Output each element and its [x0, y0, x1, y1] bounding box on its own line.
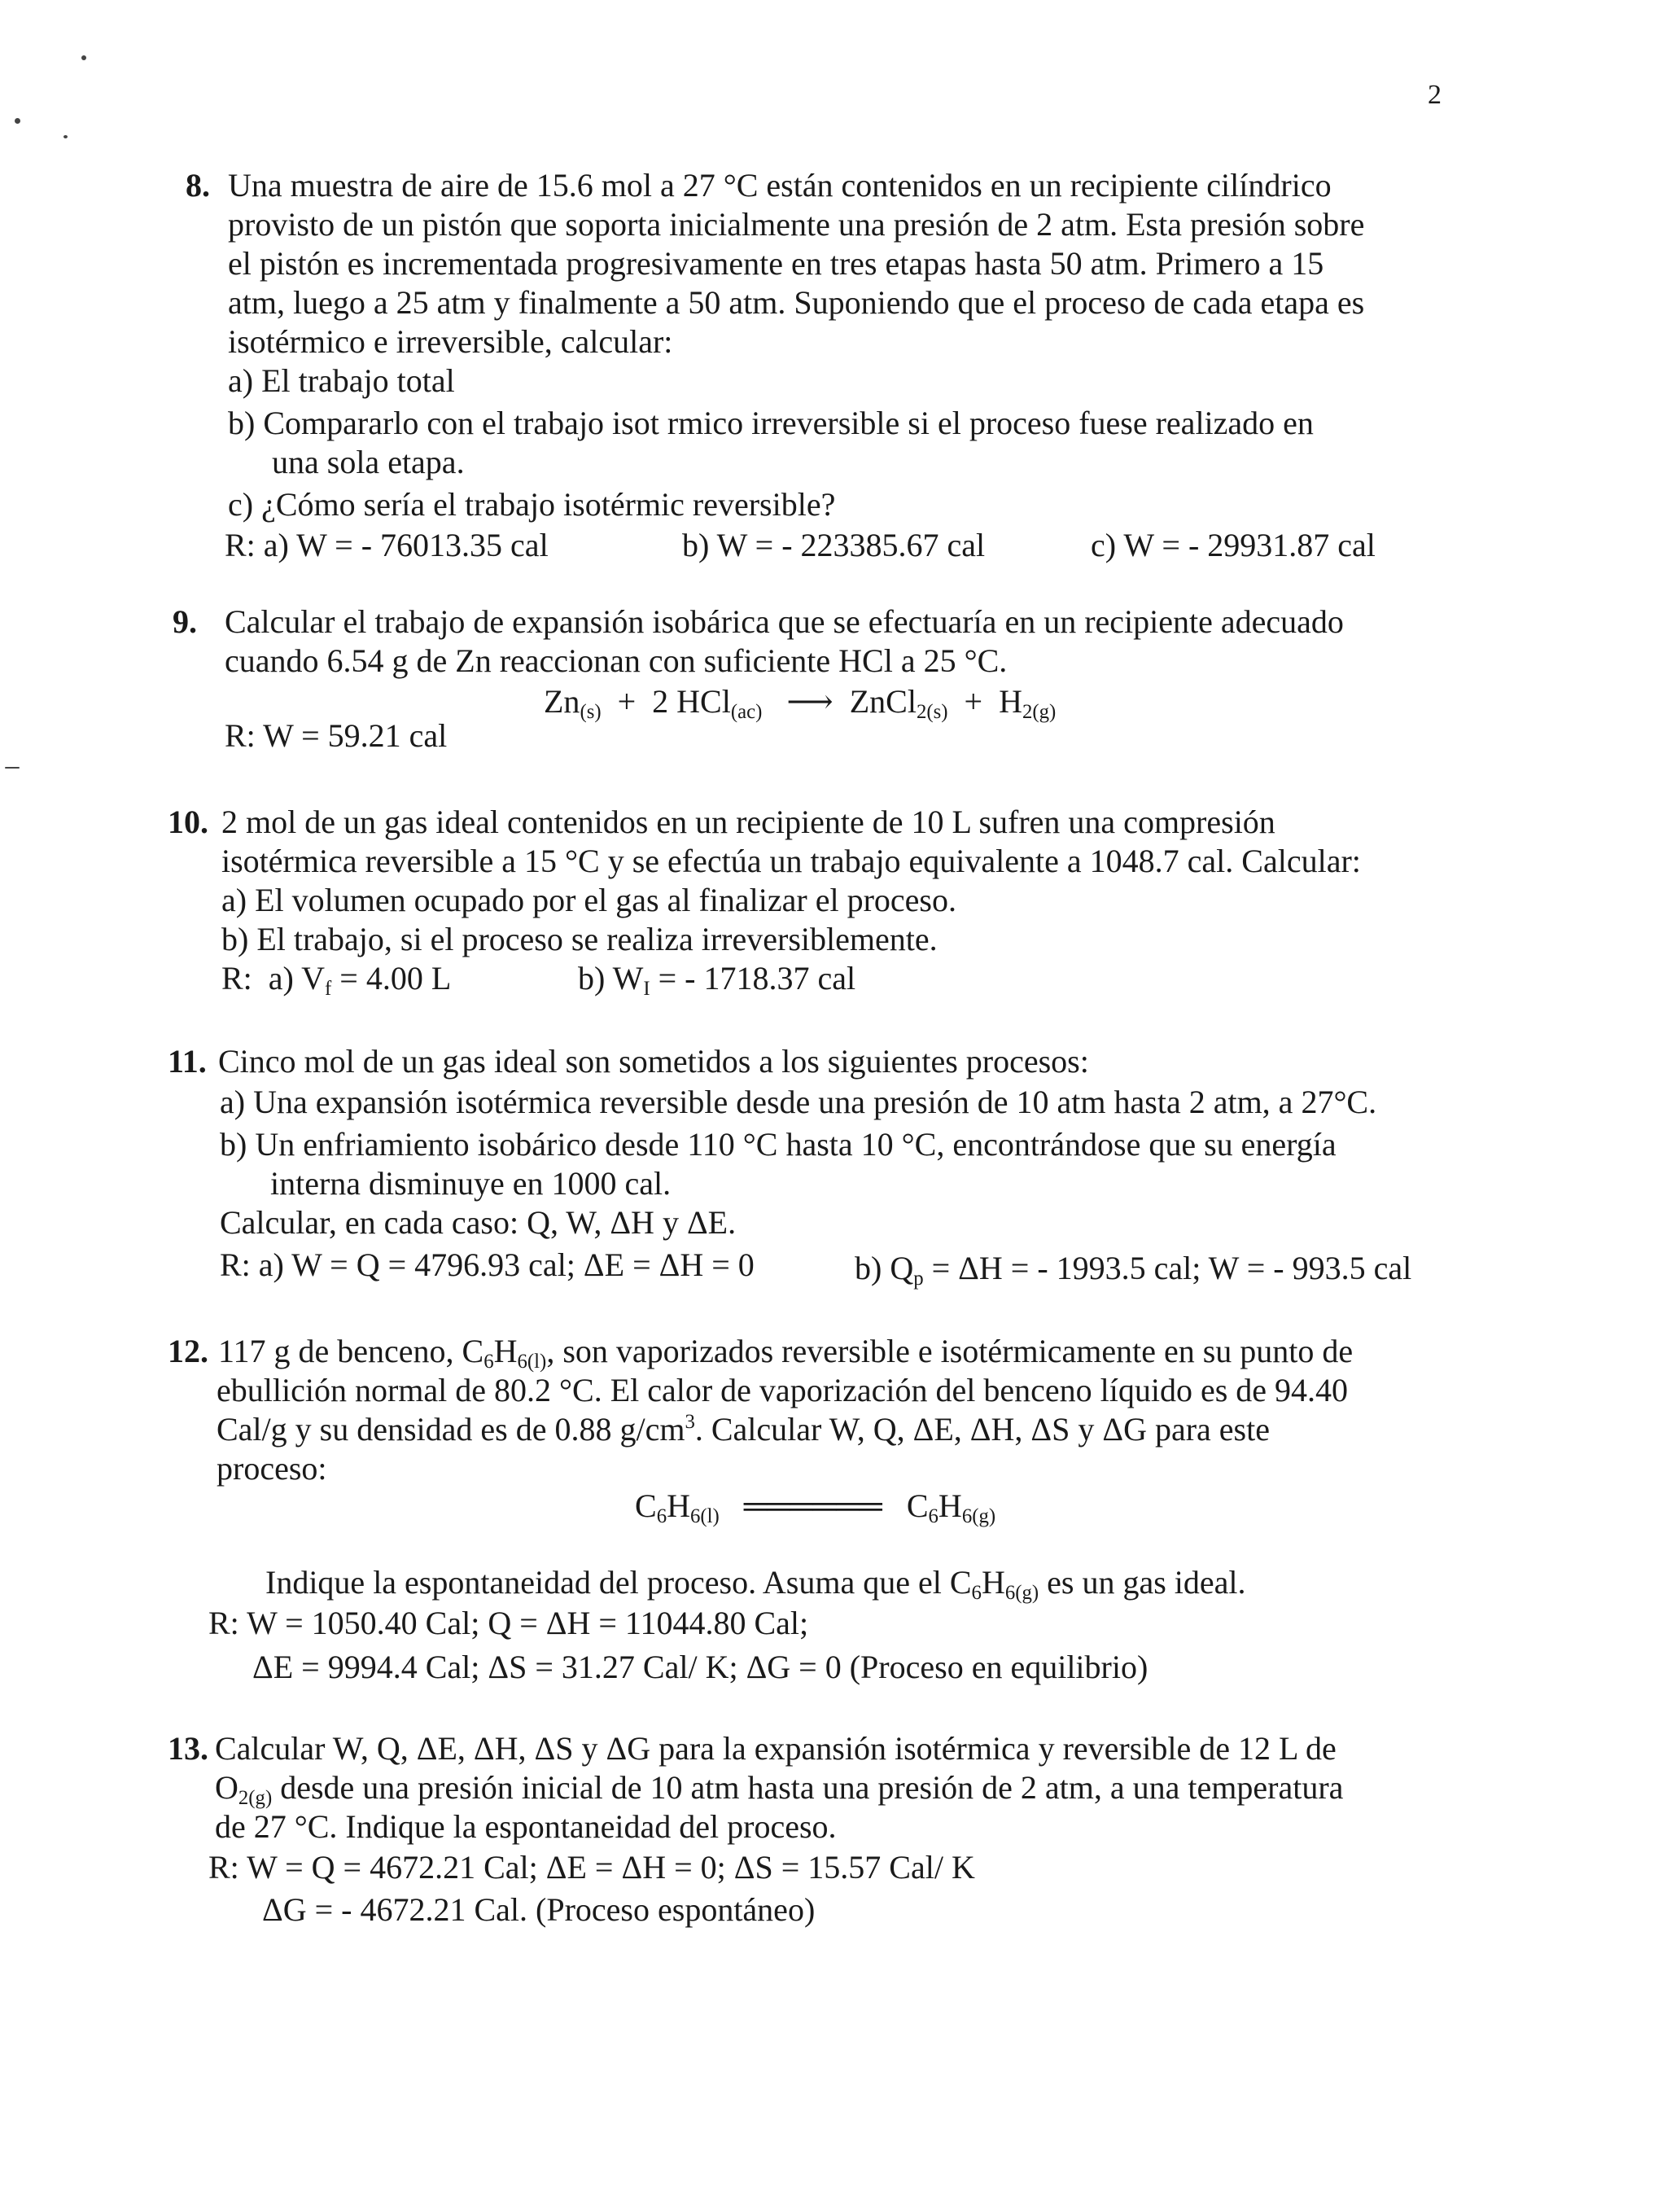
problem-text: cuando 6.54 g de Zn reaccionan con suficiente HCl a 25 °C.: [225, 642, 1008, 679]
problem-text: Cinco mol de un gas ideal son sometidos a los siguientes procesos:: [218, 1043, 1089, 1080]
problem-text: de 27 °C. Indique la espontaneidad del proceso.: [215, 1808, 837, 1845]
problem-text: isotérmica reversible a 15 °C y se efectúa un trabajo equivalente a 1048.7 cal. Calcular:: [221, 843, 1361, 879]
item-b-cont: una sola etapa.: [272, 444, 465, 480]
problem-number: 13.: [168, 1730, 208, 1767]
answer: R: a) W = Q = 4796.93 cal; ΔE = ΔH = 0: [220, 1246, 755, 1283]
problem-number: 12.: [168, 1333, 208, 1369]
problem-text: $O_{2(g)}$ desde una presión inicial de 10 atm hasta una presión de 2 atm, a una temperatura: [215, 1769, 1344, 1809]
problem-number: 10.: [168, 804, 208, 840]
problem-text: 117 g de benceno, $C_6H_{6(l)}$, son vaporizados reversible e isotérmicamente en su punto de: [218, 1333, 1354, 1373]
problem-text: el pistón es incrementada progresivamente en tres etapas hasta 50 atm. Primero a 15: [228, 245, 1324, 282]
problem-text: Una muestra de aire de 15.6 mol a 27 °C están contenidos en un recipiente cilíndrico: [228, 167, 1332, 204]
problem-text: Calcular el trabajo de expansión isobárica que se efectuaría en un recipiente adecuado: [225, 603, 1344, 640]
item-a: a) El volumen ocupado por el gas al finalizar el proceso.: [221, 882, 956, 918]
problem-text: Calcular W, Q, ΔE, ΔH, ΔS y ΔG para la expansión isotérmica y reversible de 12 L de: [215, 1730, 1337, 1767]
answer: R: W = 1050.40 Cal; Q = ΔH = 11044.80 Cal;: [208, 1605, 809, 1641]
problem-text: Cal/g y su densidad es de 0.88 $g/cm^3$. Calcular W, Q, ΔE, ΔH, ΔS y ΔG para este: [217, 1411, 1270, 1448]
answer-cont: ΔE = 9994.4 Cal; ΔS = 31.27 Cal/ K; ΔG = 0 (Proceso en equilibrio): [252, 1649, 1149, 1685]
answer-c: c) W = - 29931.87 cal: [1091, 527, 1376, 563]
answer-b: b) $Q_p = \Delta H$ = - 1993.5 cal; W = - 993.5 cal: [855, 1250, 1412, 1290]
item-a: a) Una expansión isotérmica reversible desde una presión de 10 atm hasta 2 atm, a 27°C.: [220, 1084, 1377, 1120]
problem-text: ebullición normal de 80.2 °C. El calor de vaporización del benceno líquido es de 94.40: [217, 1372, 1349, 1408]
problem-text: provisto de un pistón que soporta inicialmente una presión de 2 atm. Esta presión sobre: [228, 206, 1365, 243]
answer-b: b) W = - 223385.67 cal: [682, 527, 986, 563]
vaporization-equation: $C_6H_{6(l)}$ ══════ $C_6H_{6(g)}$: [635, 1487, 996, 1527]
item-b: b) Compararlo con el trabajo isot rmico irreversible si el proceso fuese realizado en: [228, 405, 1314, 441]
reaction-equation: $Zn_{(s)} + 2$ HCl$_{(ac)}$ ⟶ ZnCl$_{2(s)}$ + $H_{2(g)}$: [544, 683, 1057, 723]
item-b: b) El trabajo, si el proceso se realiza irreversiblemente.: [221, 921, 938, 957]
problem-text: proceso:: [217, 1450, 327, 1487]
problem-number: 11.: [168, 1043, 207, 1080]
answer: R: W = 59.21 cal: [225, 717, 448, 754]
item-b-cont: interna disminuye en 1000 cal.: [270, 1165, 672, 1202]
answer: R: a) W = - 76013.35 cal: [225, 527, 549, 563]
page-number: 2: [1428, 80, 1442, 110]
item-b: b) Un enfriamiento isobárico desde 110 °C hasta 10 °C, encontrándose que su energía: [220, 1126, 1337, 1163]
spontaneity-text: Indique la espontaneidad del proceso. Asuma que el $C_6H_{6(g)}$ es un gas ideal.: [265, 1564, 1246, 1604]
problem-text: 2 mol de un gas ideal contenidos en un recipiente de 10 L sufren una compresión: [221, 804, 1275, 840]
item-a: a) El trabajo total: [228, 362, 455, 399]
problem-text: atm, luego a 25 atm y finalmente a 50 atm. Suponiendo que el proceso de cada etapa es: [228, 284, 1365, 321]
answer-cont: ΔG = - 4672.21 Cal. (Proceso espontáneo): [262, 1891, 816, 1928]
answer: R: a) $V_f = 4.00$ L: [221, 960, 452, 1000]
item-c: c) ¿Cómo sería el trabajo isotérmic reversible?: [228, 486, 836, 523]
problem-number: 9.: [173, 603, 197, 640]
answer: R: W = Q = 4672.21 Cal; ΔE = ΔH = 0; ΔS = 15.57 Cal/ K: [208, 1849, 975, 1886]
answer-b: b) $W_I$ = - 1718.37 cal: [578, 960, 856, 1000]
problem-number: 8.: [186, 167, 210, 204]
calc-instruction: Calcular, en cada caso: Q, W, ΔH y ΔE.: [220, 1204, 737, 1241]
problem-text: isotérmico e irreversible, calcular:: [228, 323, 673, 360]
